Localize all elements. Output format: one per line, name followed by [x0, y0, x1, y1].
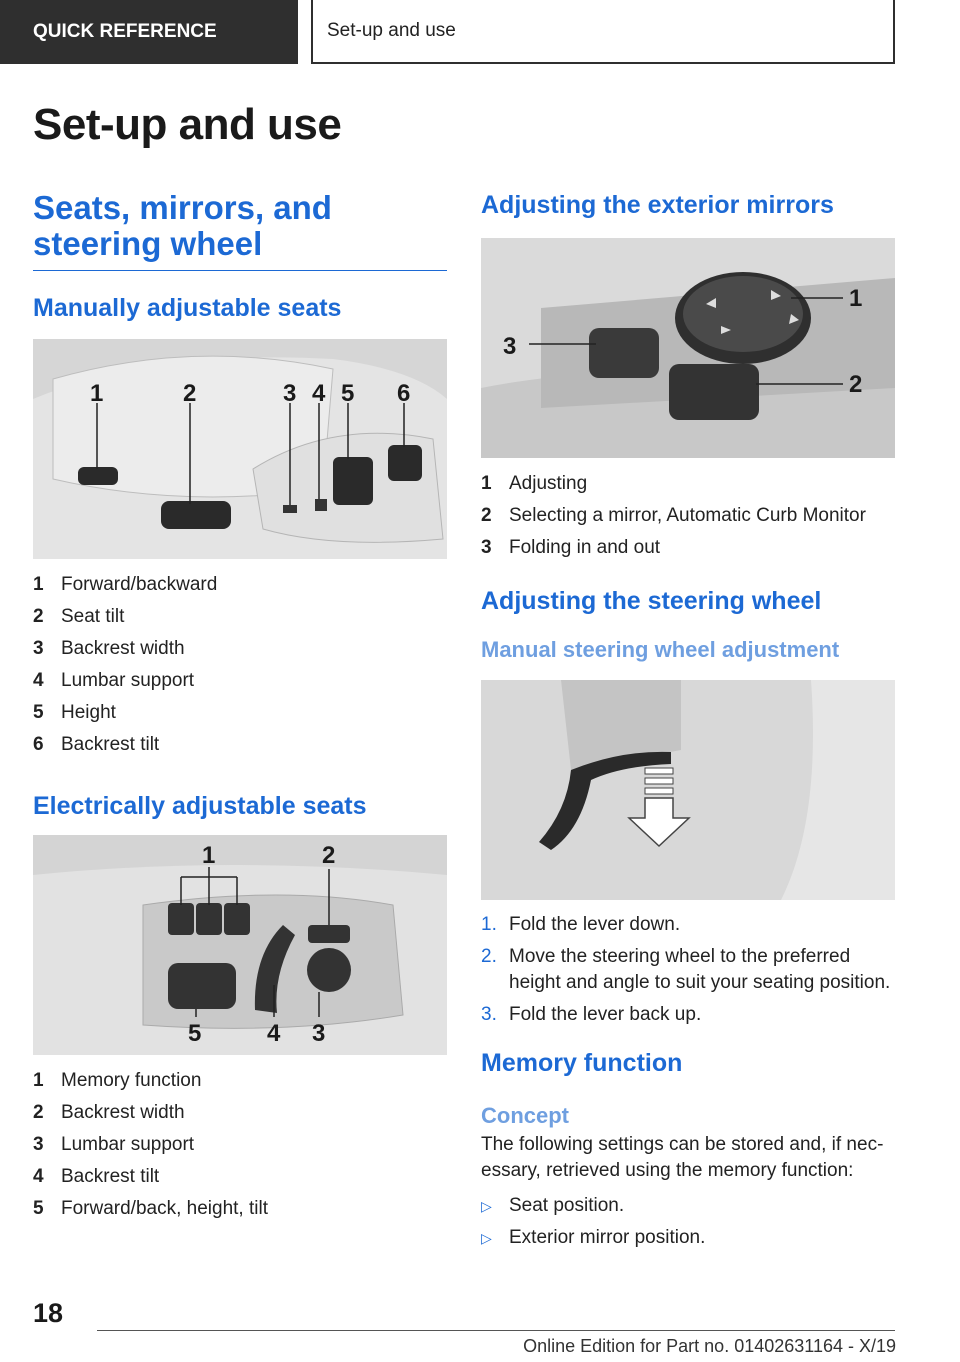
electric-seats-heading: Electrically adjustable seats: [33, 792, 367, 820]
header-section-tab: [0, 0, 298, 64]
steering-heading: Adjusting the steering wheel: [481, 587, 822, 615]
mirrors-legend: [481, 468, 895, 564]
list-item: 3 Backrest width: [33, 638, 185, 659]
right-column: [481, 190, 895, 1254]
list-item: 3. Fold the lever back up.: [481, 1004, 702, 1025]
triangle-bullet-icon: ▷: [481, 1198, 492, 1214]
list-item: 4 Lumbar support: [33, 670, 195, 691]
manual-callout-5: 5: [341, 380, 355, 407]
manual-callout-6: 6: [397, 380, 411, 407]
electric-callout-1: 1: [202, 842, 216, 869]
electric-callout-5: 5: [188, 1020, 202, 1047]
manual-callout-4: 4: [312, 380, 326, 407]
list-item: 1 Adjusting: [481, 473, 588, 494]
memory-heading: Memory function: [481, 1049, 683, 1077]
manual-seat-figure: [33, 339, 447, 559]
manual-seat-illustration: [33, 339, 447, 559]
list-item: 1 Memory function: [33, 1070, 202, 1091]
steering-lever-figure: [481, 680, 895, 900]
list-item: 3 Lumbar support: [33, 1134, 195, 1155]
footer-divider: [97, 1330, 895, 1331]
page-number: 18: [33, 1298, 64, 1328]
header-chapter-label: Set-up and use: [327, 20, 456, 41]
mirrors-heading: Adjusting the exterior mirrors: [481, 191, 834, 219]
footer-edition: Online Edition for Part no. 01402631164 - X/19: [523, 1336, 896, 1356]
electric-callout-2: 2: [322, 842, 336, 869]
list-item: 3 Folding in and out: [481, 537, 661, 558]
triangle-bullet-icon: ▷: [481, 1230, 492, 1246]
electric-callout-4: 4: [267, 1020, 281, 1047]
list-item: 5 Forward/back, height, tilt: [33, 1198, 268, 1219]
electric-seats-legend: [33, 1065, 447, 1225]
list-item: 2 Backrest width: [33, 1102, 185, 1123]
mirror-callout-1: 1: [849, 285, 863, 312]
list-item: ▷ Exterior mirror position.: [481, 1222, 895, 1254]
left-column: [33, 190, 447, 1225]
list-item: 1 Forward/backward: [33, 574, 218, 595]
concept-text: The following settings can be stored and, if nec-essary, retrieved using the memory function:: [481, 1134, 884, 1181]
list-item: 1. Fold the lever down.: [481, 914, 681, 935]
electric-seat-illustration: [33, 835, 447, 1055]
page-title: Set-up and use: [33, 100, 342, 149]
list-item: 5 Height: [33, 702, 116, 723]
list-item: 2 Selecting a mirror, Automatic Curb Monitor: [481, 505, 866, 526]
manual-callout-1: 1: [90, 380, 104, 407]
header-section-label: QUICK REFERENCE: [33, 21, 217, 42]
list-item: 4 Backrest tilt: [33, 1166, 160, 1187]
electric-seat-figure: [33, 835, 447, 1055]
section-title: Seats, mirrors, and steering wheel: [33, 190, 447, 271]
mirror-callout-3: 3: [503, 333, 517, 360]
mirror-control-illustration: [481, 238, 895, 458]
list-item: 2 Seat tilt: [33, 606, 125, 627]
list-item: 6 Backrest tilt: [33, 734, 160, 755]
mirror-control-figure: [481, 238, 895, 458]
manual-seats-legend: [33, 569, 447, 761]
list-item: ▷ Seat position.: [481, 1190, 895, 1222]
header-chapter-tab: [311, 0, 895, 64]
steering-steps: [481, 912, 895, 1028]
memory-bullets: [481, 1190, 895, 1254]
steering-lever-illustration: [481, 680, 895, 900]
manual-seats-heading: Manually adjustable seats: [33, 294, 342, 322]
steering-subheading: Manual steering wheel adjustment: [481, 637, 840, 662]
list-item: 2. Move the steering wheel to the preferred height and angle to suit your seating position.: [481, 946, 891, 993]
manual-callout-3: 3: [283, 380, 297, 407]
manual-callout-2: 2: [183, 380, 197, 407]
electric-callout-3: 3: [312, 1020, 326, 1047]
mirror-callout-2: 2: [849, 371, 863, 398]
concept-heading: Concept: [481, 1103, 569, 1128]
